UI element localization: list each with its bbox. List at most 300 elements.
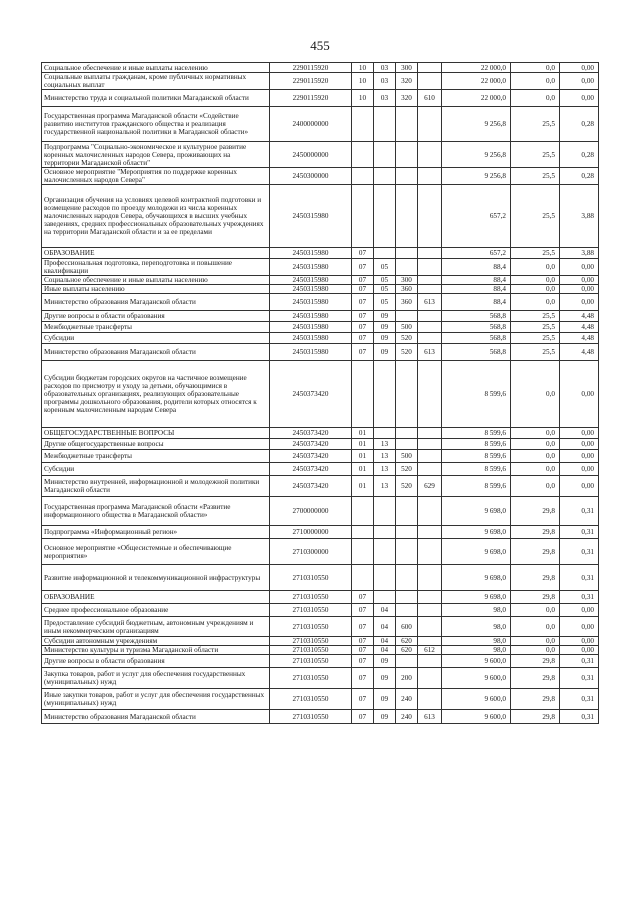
row-target-code: 2450373420 [270, 361, 352, 428]
row-actual-amount: 25,5 [511, 142, 560, 168]
row-planned-amount: 98,0 [442, 604, 511, 617]
row-planned-amount: 22 000,0 [442, 90, 511, 107]
row-execution-percent: 0,31 [560, 655, 599, 668]
row-execution-percent: 0,28 [560, 107, 599, 142]
row-expense-type [396, 259, 418, 276]
row-subsection: 09 [374, 344, 396, 361]
row-department-code [418, 497, 442, 526]
row-execution-percent: 0,00 [560, 604, 599, 617]
row-name: Подпрограмма «Информационный регион» [42, 526, 270, 539]
row-name: Министерство образования Магаданской области [42, 294, 270, 311]
row-execution-percent: 0,00 [560, 637, 599, 646]
row-expense-type: 240 [396, 689, 418, 710]
row-expense-type: 200 [396, 668, 418, 689]
row-actual-amount: 25,5 [511, 311, 560, 322]
row-expense-type: 300 [396, 63, 418, 73]
row-target-code: 2710310550 [270, 637, 352, 646]
row-planned-amount: 568,8 [442, 311, 511, 322]
table-row [42, 361, 599, 428]
row-subsection: 04 [374, 637, 396, 646]
row-subsection [374, 248, 396, 259]
row-target-code: 2710310550 [270, 565, 352, 591]
row-name: Закупка товаров, работ и услуг для обеспечения государственных (муниципальных) нужд [42, 668, 270, 689]
row-target-code: 2450373420 [270, 450, 352, 463]
table-row [42, 428, 599, 439]
row-planned-amount: 88,4 [442, 285, 511, 294]
row-department-code [418, 259, 442, 276]
row-actual-amount: 29,8 [511, 591, 560, 604]
row-section: 10 [352, 63, 374, 73]
row-subsection: 05 [374, 294, 396, 311]
row-section: 07 [352, 668, 374, 689]
row-section: 07 [352, 617, 374, 637]
row-planned-amount: 22 000,0 [442, 73, 511, 90]
row-target-code: 2710310550 [270, 604, 352, 617]
row-execution-percent: 0,00 [560, 361, 599, 428]
row-subsection: 04 [374, 617, 396, 637]
row-expense-type [396, 539, 418, 565]
row-subsection [374, 185, 396, 248]
row-target-code: 2290115920 [270, 73, 352, 90]
row-section: 07 [352, 637, 374, 646]
row-expense-type [396, 655, 418, 668]
row-section: 10 [352, 73, 374, 90]
row-execution-percent: 4,48 [560, 333, 599, 344]
row-expense-type: 520 [396, 463, 418, 476]
row-planned-amount: 88,4 [442, 294, 511, 311]
row-subsection [374, 428, 396, 439]
row-department-code [418, 73, 442, 90]
row-name: ОБЩЕГОСУДАРСТВЕННЫЕ ВОПРОСЫ [42, 428, 270, 439]
row-section [352, 107, 374, 142]
row-name: ОБРАЗОВАНИЕ [42, 248, 270, 259]
row-actual-amount: 0,0 [511, 450, 560, 463]
row-expense-type [396, 439, 418, 450]
row-subsection: 09 [374, 655, 396, 668]
row-subsection: 09 [374, 322, 396, 333]
row-planned-amount: 88,4 [442, 259, 511, 276]
row-target-code: 2450315980 [270, 294, 352, 311]
row-execution-percent: 0,00 [560, 285, 599, 294]
row-execution-percent: 0,00 [560, 73, 599, 90]
row-department-code [418, 463, 442, 476]
row-subsection [374, 168, 396, 185]
row-name: Межбюджетные трансферты [42, 450, 270, 463]
row-target-code: 2450373420 [270, 463, 352, 476]
table-row [42, 439, 599, 450]
row-subsection: 05 [374, 285, 396, 294]
row-planned-amount: 568,8 [442, 344, 511, 361]
row-subsection: 05 [374, 276, 396, 285]
row-execution-percent: 0,00 [560, 428, 599, 439]
row-department-code [418, 168, 442, 185]
row-actual-amount: 0,0 [511, 259, 560, 276]
row-actual-amount: 29,8 [511, 497, 560, 526]
row-planned-amount: 9 256,8 [442, 168, 511, 185]
row-department-code: 629 [418, 476, 442, 497]
row-execution-percent: 0,31 [560, 591, 599, 604]
row-expense-type: 500 [396, 322, 418, 333]
row-target-code: 2710310550 [270, 646, 352, 655]
table-row [42, 285, 599, 294]
table-row [42, 476, 599, 497]
table-row [42, 539, 599, 565]
row-expense-type: 320 [396, 90, 418, 107]
row-name: Министерство образования Магаданской области [42, 344, 270, 361]
row-name: Министерство труда и социальной политики Магаданской области [42, 90, 270, 107]
row-planned-amount: 88,4 [442, 276, 511, 285]
table-row [42, 63, 599, 73]
row-actual-amount: 29,8 [511, 710, 560, 724]
row-actual-amount: 29,8 [511, 539, 560, 565]
row-actual-amount: 0,0 [511, 276, 560, 285]
row-execution-percent: 0,00 [560, 90, 599, 107]
row-department-code: 612 [418, 646, 442, 655]
row-name: Другие общегосударственные вопросы [42, 439, 270, 450]
row-execution-percent: 0,00 [560, 294, 599, 311]
table-row [42, 248, 599, 259]
row-target-code: 2710310550 [270, 668, 352, 689]
row-actual-amount: 0,0 [511, 604, 560, 617]
row-name: Субсидии [42, 463, 270, 476]
row-name: Субсидии [42, 333, 270, 344]
row-actual-amount: 0,0 [511, 476, 560, 497]
row-actual-amount: 0,0 [511, 63, 560, 73]
row-subsection: 05 [374, 259, 396, 276]
row-expense-type [396, 591, 418, 604]
row-name: Профессиональная подготовка, переподготовка и повышение квалификации [42, 259, 270, 276]
row-planned-amount: 657,2 [442, 185, 511, 248]
row-section [352, 142, 374, 168]
row-planned-amount: 8 599,6 [442, 361, 511, 428]
row-subsection: 04 [374, 604, 396, 617]
table-row [42, 185, 599, 248]
row-expense-type [396, 526, 418, 539]
row-section: 07 [352, 285, 374, 294]
row-name: Основное мероприятие «Общесистемные и обеспечивающие мероприятия» [42, 539, 270, 565]
table-row [42, 497, 599, 526]
table-row [42, 591, 599, 604]
row-actual-amount: 0,0 [511, 428, 560, 439]
row-planned-amount: 9 698,0 [442, 526, 511, 539]
row-department-code [418, 185, 442, 248]
table-row [42, 107, 599, 142]
row-expense-type [396, 142, 418, 168]
table-row [42, 73, 599, 90]
table-row [42, 168, 599, 185]
row-department-code [418, 539, 442, 565]
row-department-code [418, 689, 442, 710]
row-actual-amount: 29,8 [511, 655, 560, 668]
row-subsection: 13 [374, 476, 396, 497]
row-target-code: 2450315980 [270, 276, 352, 285]
row-planned-amount: 9 600,0 [442, 655, 511, 668]
row-execution-percent: 4,48 [560, 311, 599, 322]
row-department-code [418, 142, 442, 168]
table-row [42, 344, 599, 361]
row-actual-amount: 25,5 [511, 168, 560, 185]
row-target-code: 2290115920 [270, 63, 352, 73]
row-actual-amount: 29,8 [511, 565, 560, 591]
table-row [42, 294, 599, 311]
row-execution-percent: 0,31 [560, 497, 599, 526]
row-target-code: 2710000000 [270, 526, 352, 539]
row-department-code [418, 617, 442, 637]
row-expense-type [396, 248, 418, 259]
table-row [42, 259, 599, 276]
row-target-code: 2450373420 [270, 476, 352, 497]
row-execution-percent: 0,28 [560, 168, 599, 185]
row-target-code: 2450315980 [270, 185, 352, 248]
row-target-code: 2710310550 [270, 655, 352, 668]
row-name: Министерство внутренней, информационной и молодежной политики Магаданской области [42, 476, 270, 497]
row-execution-percent: 0,00 [560, 476, 599, 497]
budget-table [41, 62, 599, 724]
row-planned-amount: 8 599,6 [442, 463, 511, 476]
table-row [42, 668, 599, 689]
row-actual-amount: 0,0 [511, 637, 560, 646]
row-name: Иные выплаты населению [42, 285, 270, 294]
row-subsection: 09 [374, 333, 396, 344]
row-department-code: 610 [418, 90, 442, 107]
row-execution-percent: 3,88 [560, 248, 599, 259]
row-execution-percent: 0,31 [560, 565, 599, 591]
row-execution-percent: 4,48 [560, 322, 599, 333]
row-execution-percent: 0,31 [560, 689, 599, 710]
row-section [352, 565, 374, 591]
row-section [352, 497, 374, 526]
row-section: 01 [352, 450, 374, 463]
table-row [42, 311, 599, 322]
row-target-code: 2450315980 [270, 285, 352, 294]
row-section: 07 [352, 322, 374, 333]
row-subsection: 09 [374, 668, 396, 689]
row-name: Субсидии бюджетам городских округов на частичное возмещение расходов по присмотру и уходу за детьми, обучающимися в образовательных организациях, реализующих образовательные программы дошкольного образования, родители которых относятся к коренным малочисленным народам Севера [42, 361, 270, 428]
row-expense-type [396, 168, 418, 185]
row-actual-amount: 0,0 [511, 294, 560, 311]
row-planned-amount: 9 698,0 [442, 565, 511, 591]
row-expense-type [396, 107, 418, 142]
row-actual-amount: 0,0 [511, 463, 560, 476]
row-planned-amount: 98,0 [442, 646, 511, 655]
row-actual-amount: 25,5 [511, 248, 560, 259]
row-actual-amount: 0,0 [511, 285, 560, 294]
row-name: Другие вопросы в области образования [42, 655, 270, 668]
row-actual-amount: 29,8 [511, 668, 560, 689]
row-execution-percent: 0,31 [560, 668, 599, 689]
row-department-code [418, 637, 442, 646]
row-expense-type: 360 [396, 285, 418, 294]
row-expense-type: 600 [396, 617, 418, 637]
row-execution-percent: 0,28 [560, 142, 599, 168]
table-row [42, 463, 599, 476]
row-execution-percent: 0,00 [560, 646, 599, 655]
row-planned-amount: 657,2 [442, 248, 511, 259]
row-subsection [374, 142, 396, 168]
table-row [42, 276, 599, 285]
row-section [352, 185, 374, 248]
row-name: Межбюджетные трансферты [42, 322, 270, 333]
row-planned-amount: 8 599,6 [442, 439, 511, 450]
row-name: Субсидии автономным учреждениям [42, 637, 270, 646]
row-department-code [418, 276, 442, 285]
page-number: 455 [310, 38, 330, 53]
table-row [42, 655, 599, 668]
row-expense-type: 520 [396, 333, 418, 344]
table-row [42, 333, 599, 344]
row-department-code [418, 248, 442, 259]
row-execution-percent: 0,00 [560, 463, 599, 476]
row-target-code: 2700000000 [270, 497, 352, 526]
row-department-code: 613 [418, 344, 442, 361]
row-planned-amount: 9 698,0 [442, 497, 511, 526]
row-subsection [374, 361, 396, 428]
row-expense-type [396, 497, 418, 526]
row-execution-percent: 0,31 [560, 526, 599, 539]
row-subsection [374, 107, 396, 142]
table-row [42, 322, 599, 333]
row-expense-type: 500 [396, 450, 418, 463]
row-planned-amount: 22 000,0 [442, 63, 511, 73]
table-row [42, 450, 599, 463]
row-execution-percent: 0,00 [560, 439, 599, 450]
row-subsection: 03 [374, 63, 396, 73]
row-name: ОБРАЗОВАНИЕ [42, 591, 270, 604]
row-planned-amount: 9 256,8 [442, 107, 511, 142]
row-department-code [418, 361, 442, 428]
row-name: Министерство культуры и туризма Магаданской области [42, 646, 270, 655]
table-row [42, 637, 599, 646]
row-planned-amount: 98,0 [442, 617, 511, 637]
row-expense-type: 360 [396, 294, 418, 311]
row-name: Министерство образования Магаданской области [42, 710, 270, 724]
row-section: 07 [352, 311, 374, 322]
row-target-code: 2450315980 [270, 322, 352, 333]
row-actual-amount: 29,8 [511, 689, 560, 710]
row-department-code [418, 439, 442, 450]
row-planned-amount: 8 599,6 [442, 428, 511, 439]
row-target-code: 2710300000 [270, 539, 352, 565]
row-department-code [418, 526, 442, 539]
row-section: 07 [352, 604, 374, 617]
row-section: 07 [352, 294, 374, 311]
row-execution-percent: 0,00 [560, 259, 599, 276]
row-section: 01 [352, 463, 374, 476]
row-planned-amount: 9 600,0 [442, 710, 511, 724]
row-subsection: 04 [374, 646, 396, 655]
row-target-code: 2290115920 [270, 90, 352, 107]
row-department-code [418, 655, 442, 668]
row-expense-type [396, 604, 418, 617]
row-department-code [418, 63, 442, 73]
row-actual-amount: 0,0 [511, 646, 560, 655]
row-section: 10 [352, 90, 374, 107]
row-actual-amount: 0,0 [511, 90, 560, 107]
row-name: Развитие информационной и телекоммуникационной инфраструктуры [42, 565, 270, 591]
table-row [42, 689, 599, 710]
row-name: Социальные выплаты гражданам, кроме публичных нормативных социальных выплат [42, 73, 270, 90]
row-subsection [374, 565, 396, 591]
row-expense-type [396, 185, 418, 248]
row-name: Предоставление субсидий бюджетным, автономным учреждениям и иным некоммерческим организациям [42, 617, 270, 637]
row-target-code: 2450300000 [270, 168, 352, 185]
row-name: Среднее профессиональное образование [42, 604, 270, 617]
table-row [42, 526, 599, 539]
row-subsection [374, 591, 396, 604]
row-section [352, 539, 374, 565]
row-section: 07 [352, 646, 374, 655]
row-planned-amount: 8 599,6 [442, 450, 511, 463]
row-department-code [418, 565, 442, 591]
row-section: 07 [352, 689, 374, 710]
row-planned-amount: 9 600,0 [442, 668, 511, 689]
row-name: Социальное обеспечение и иные выплаты населению [42, 276, 270, 285]
row-target-code: 2450000000 [270, 142, 352, 168]
row-department-code [418, 311, 442, 322]
table-row [42, 90, 599, 107]
row-actual-amount: 0,0 [511, 439, 560, 450]
table-row [42, 142, 599, 168]
table-row [42, 646, 599, 655]
row-actual-amount: 0,0 [511, 617, 560, 637]
row-planned-amount: 9 698,0 [442, 591, 511, 604]
row-subsection: 13 [374, 450, 396, 463]
table-row [42, 604, 599, 617]
row-subsection: 09 [374, 311, 396, 322]
row-target-code: 2450315980 [270, 333, 352, 344]
row-planned-amount: 9 256,8 [442, 142, 511, 168]
row-subsection [374, 526, 396, 539]
row-name: Основное мероприятие "Мероприятия по поддержке коренных малочисленных народов Севера" [42, 168, 270, 185]
row-execution-percent: 0,31 [560, 710, 599, 724]
row-actual-amount: 25,5 [511, 107, 560, 142]
row-actual-amount: 25,5 [511, 333, 560, 344]
row-subsection: 13 [374, 439, 396, 450]
row-department-code [418, 450, 442, 463]
row-name: Государственная программа Магаданской области «Развитие информационного общества в Магаданской области» [42, 497, 270, 526]
table-row [42, 710, 599, 724]
row-execution-percent: 0,00 [560, 276, 599, 285]
row-subsection: 03 [374, 90, 396, 107]
row-target-code: 2710310550 [270, 710, 352, 724]
row-section [352, 168, 374, 185]
row-department-code [418, 591, 442, 604]
row-name: Организация обучения на условиях целевой контрактной подготовки и возмещение расходов по проезду молодежи из числа коренных малочисленных народов Севера, обучающихся в высших учебных заведениях, средних профессиональных образовательных учреждениях на территории Магаданской области и за ее пределами [42, 185, 270, 248]
table-row [42, 565, 599, 591]
row-subsection [374, 497, 396, 526]
row-expense-type: 520 [396, 344, 418, 361]
row-name: Иные закупки товаров, работ и услуг для обеспечения государственных (муниципальных) нужд [42, 689, 270, 710]
row-planned-amount: 568,8 [442, 322, 511, 333]
row-section: 07 [352, 333, 374, 344]
row-name: Подпрограмма "Социально-экономическое и культурное развитие коренных малочисленных народов Севера, проживающих на территории Магаданской области" [42, 142, 270, 168]
row-target-code: 2450315980 [270, 259, 352, 276]
row-department-code [418, 668, 442, 689]
row-planned-amount: 8 599,6 [442, 476, 511, 497]
row-section: 01 [352, 428, 374, 439]
row-target-code: 2710310550 [270, 689, 352, 710]
row-execution-percent: 0,00 [560, 617, 599, 637]
row-name: Социальное обеспечение и иные выплаты населению [42, 63, 270, 73]
row-actual-amount: 29,8 [511, 526, 560, 539]
row-target-code: 2450315980 [270, 248, 352, 259]
row-section: 07 [352, 710, 374, 724]
row-expense-type: 320 [396, 73, 418, 90]
row-expense-type [396, 565, 418, 591]
row-subsection: 09 [374, 689, 396, 710]
row-target-code: 2710310550 [270, 617, 352, 637]
row-department-code: 613 [418, 294, 442, 311]
